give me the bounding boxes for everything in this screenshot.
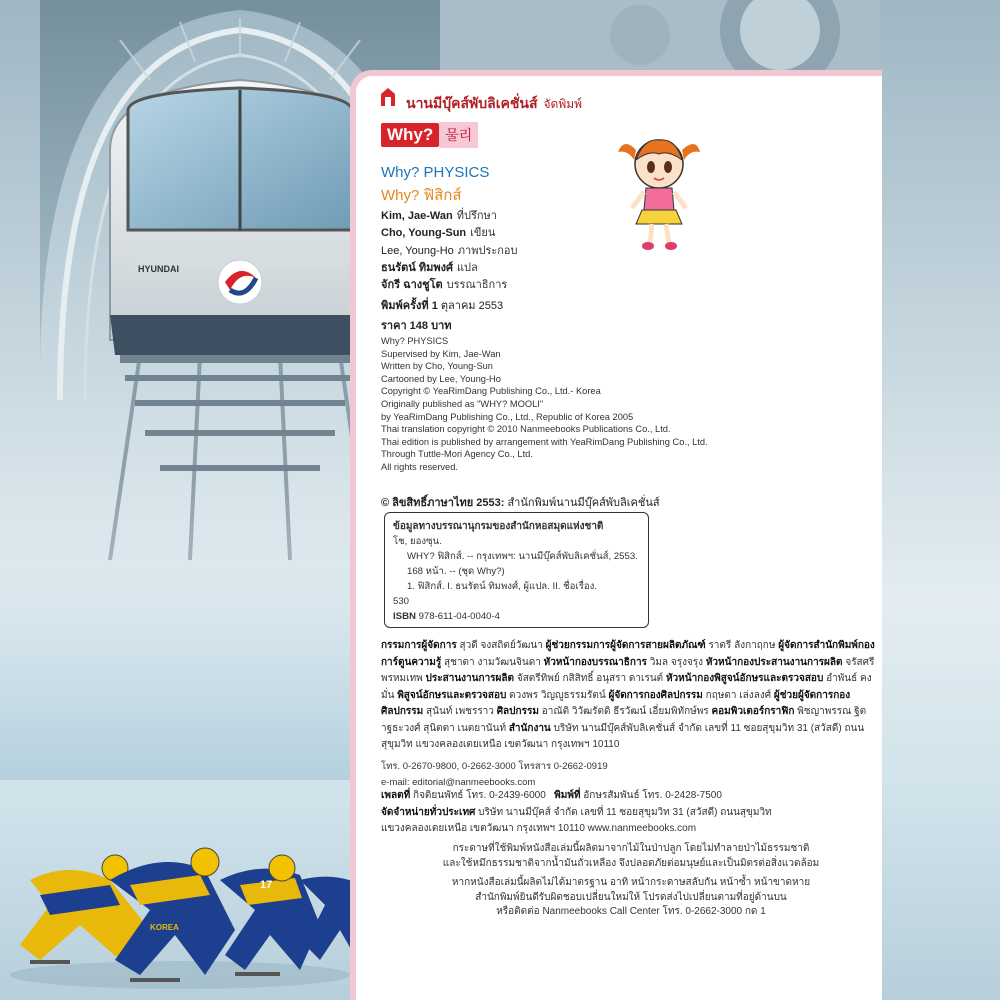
- layout-print-line: เพลตที่ กิจติยนพัทธ์ โทร. 0-2439-6000 พิมพ์ที่ อักษรสัมพันธ์ โทร. 0-2428-7500: [381, 790, 722, 801]
- english-copyright-block: Why? PHYSICS Supervised by Kim, Jae-Wan Written by Cho, Young-Sun Cartooned by Lee, Young-Ho Copyright © YeaRimDang Publishing Co., Ltd.- Korea Originally published as "WHY? MOOLI" by YeaRimDang Publishing Co., Ltd., Republic of Korea 2005 Thai translation copyright © 2010 Nanmeebooks Publications Co., Ltd. Thai edition is published by arrangement with YeaRimDang Publishing Co., Ltd. Through Tuttle-Mori Agency Co., Ltd. All rights reserved.: [381, 336, 708, 472]
- isbn-line: ISBN 978-611-04-0040-4: [393, 611, 501, 622]
- publisher-suffix: จัดพิมพ์: [543, 97, 583, 111]
- skater-number: 17: [260, 879, 273, 891]
- credits-list: [381, 208, 518, 294]
- defect-notice: หากหนังสือเล่มนี้ผลิตไม่ได้มาตรฐาน อาทิ หน้ากระดาษสลับกัน หน้าซ้ำ หน้าขาดหาย สำนักพิมพ์ยินดีรับผิดชอบเปลี่ยนใหม่ให้ โปรดส่งไปเปลี่ยนตามที่อยู่ด้านบน หรือติดต่อ Nanmeebooks Call Center โทร. 0-2662-3000 กด 1: [451, 877, 811, 917]
- contact-block: [381, 759, 608, 790]
- edition-line: พิมพ์ครั้งที่ 1 ตุลาคม 2553: [381, 300, 504, 312]
- catalog-info-box: ข้อมูลทางบรรณานุกรมของสำนักหอสมุดแห่งชาติ โช, ยองซุน. WHY? ฟิสิกส์. -- กรุงเทพฯ: นานมีบุ๊คส์พับลิเคชั่นส์, 2553. 168 หน้า. -- (ชุด Why?) 1. ฟิสิกส์. I. ธนรัตน์ ทิมพงศ์, ผู้แปล. II. ชื่อเรื่อง. 530 ISBN 978-611-04-0040-4: [384, 512, 649, 628]
- paper-notice: กระดาษที่ใช้พิมพ์หนังสือเล่มนี้ผลิตมาจากไม้ในป่าปลูก โดยไม่ทำลายป่าไม้ธรรมชาติ และใช้หมึกธรรมชาติจากน้ำมันถั่วเหลือง จึงปลอดภัยต่อมนุษย์และเป็นมิตรต่อสิ่งแวดล้อม: [442, 843, 820, 869]
- title-english: Why? PHYSICS: [381, 164, 490, 181]
- credit-line: Kim, Jae-Wan ที่ปรึกษา: [381, 210, 497, 222]
- publisher-name: นานมีบุ๊คส์พับลิเคชั่นส์: [406, 95, 538, 111]
- title-thai: Why? ฟิสิกส์: [381, 187, 462, 204]
- series-logo-why: Why?: [381, 123, 439, 147]
- series-logo: [381, 122, 478, 148]
- credit-line: Lee, Young-Ho ภาพประกอบ: [381, 244, 518, 257]
- credit-line: ธนรัตน์ ทิมพงศ์ แปล: [381, 261, 478, 274]
- credit-line: จักรี ฉางชูโต บรรณาธิการ: [381, 279, 508, 292]
- distribution-block: จัดจำหน่ายทั่วประเทศ บริษัท นานมีบุ๊คส์ จำกัด เลขที่ 11 ซอยสุขุมวิท 31 (สวัสดี) ถนนสุขุมวิท แขวงคลองเตยเหนือ เขตวัฒนา กรุงเทพฯ 10110 www.nanmeebooks.com: [381, 807, 772, 834]
- price-line: ราคา 148 บาท: [381, 320, 452, 332]
- staff-list: กรรมการผู้จัดการ สุวดี จงสถิตย์วัฒนา ผู้ช่วยกรรมการผู้จัดการสายผลิตภัณฑ์ ราตรี ลังกาฤกษ ผู้จัดการสำนักพิมพ์กองการ์ตูนความรู้ สุชาดา งามวัฒนจินดา หัวหน้ากองบรรณาธิการ วิมล จรุงจรุง หัวหน้ากองประสานงานการผลิต จรัสศรี พรหมเทพ ประสานงานการผลิต จัสตรีทิพย์ กสิสิทธิ์ อนุสรา ดาเรนต์ หัวหน้ากองพิสูจน์อักษรและตรวจสอบ อำพันธ์ คงมั่น พิสูจน์อักษรและตรวจสอบ ดวงพร วิญญูธรรมรัตน์ ผู้จัดการกองศิลปกรรม กฤษดา เล่งลงศ์ ผู้ช่วยผู้จัดการกองศิลปกรรม สุนันท์ เพชรราว ศิลปกรรม อาณัติ วิวัฒรัตดิ ธีรวัฒน์ เอี่ยมพิทักษ์พร คอมพิวเตอร์กราฟิก พิชญาพรรณ ฐิตาฐธะวงศ์ สุนิตตา เนตยานันท์ สำนักงาน บริษัท นานมีบุ๊คส์พับลิเคชั่นส์ จำกัด เลขที่ 11 ซอยสุขุมวิท 31 (สวัสดี) ถนนสุขุมวิท แขวงคลองเตยเหนือ เขตวัฒนา กรุงเทพฯ 10110: [381, 640, 875, 750]
- skater-suit-text: KOREA: [150, 923, 179, 932]
- series-logo-sub: 물리: [439, 122, 478, 148]
- phone-line: โทร. 0-2670-9800, 0-2662-3000 โทรสาร 0-2662-0919: [381, 761, 608, 772]
- credit-line: Cho, Young-Sun เขียน: [381, 227, 496, 240]
- publisher-line: [406, 93, 582, 115]
- train-brand-text: HYUNDAI: [138, 264, 180, 274]
- email-line: e-mail: editorial@nanmeebooks.com: [381, 776, 536, 788]
- catalog-title: ข้อมูลทางบรรณานุกรมของสำนักหอสมุดแห่งชาติ: [393, 521, 604, 532]
- thai-copyright-line: © ลิขสิทธิ์ภาษาไทย 2553: สำนักพิมพ์นานมีบุ๊คส์พับลิเคชั่นส์: [381, 497, 660, 509]
- cartoon-girl-illustration: [614, 132, 704, 252]
- copyright-page-panel: [350, 70, 882, 1000]
- publisher-logo-icon: [378, 86, 398, 108]
- speed-skaters-illustration: [10, 848, 382, 989]
